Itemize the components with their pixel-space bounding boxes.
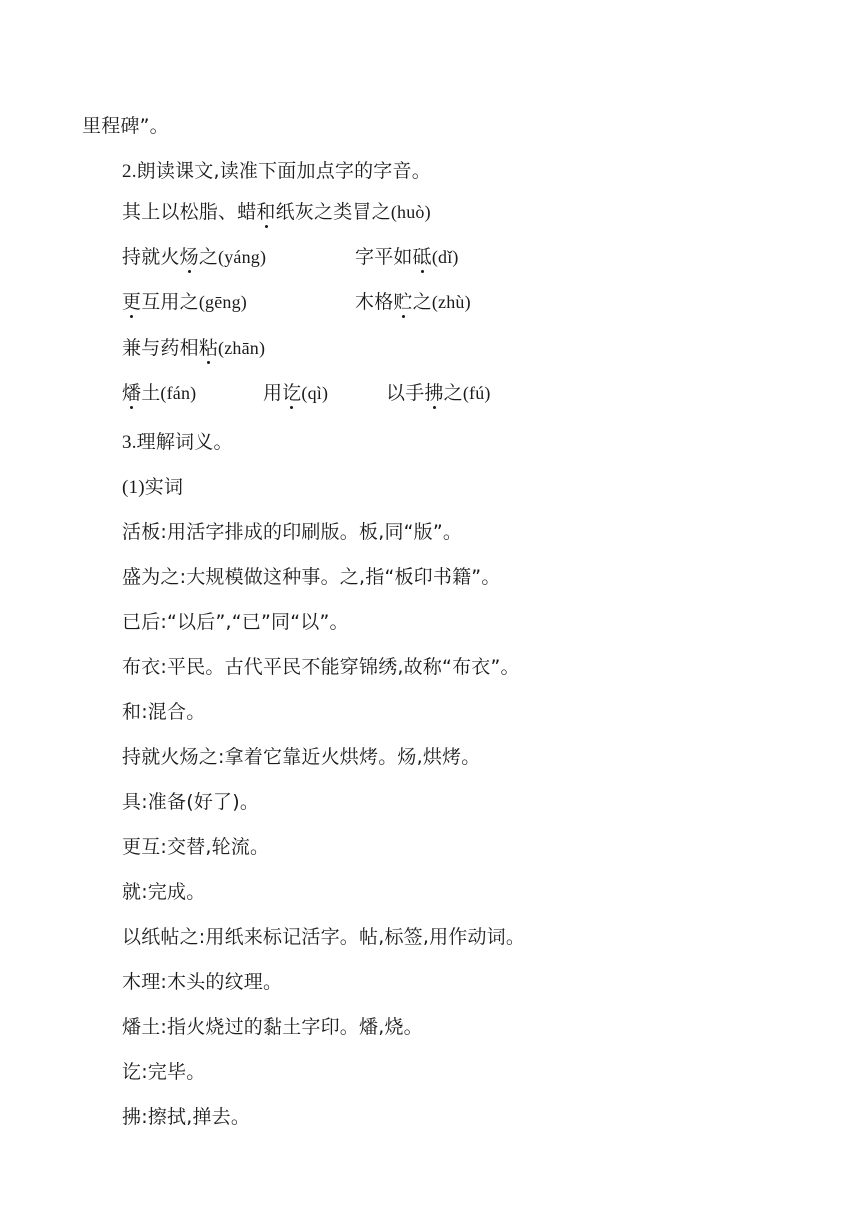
subsection-title: 实词: [144, 476, 184, 498]
definition-line: [122, 700, 205, 724]
definition-line: [122, 925, 525, 949]
definition-text: 盛为之:大规模做这种事。之,指“板印书籍”。: [122, 566, 501, 588]
pronunciation-item: [386, 381, 491, 405]
item-text: 互用之: [141, 291, 199, 313]
definition-text: 以纸帖之:用纸来标记活字。帖,标签,用作动词。: [122, 926, 526, 948]
dotted-char: 砥: [412, 246, 432, 268]
item-text: 木格: [355, 291, 394, 313]
definition-text: 木理:木头的纹理。: [122, 971, 283, 993]
pronunciation-item: [122, 336, 265, 360]
item-text: 用: [263, 382, 283, 404]
definition-line: [122, 520, 462, 544]
definition-text: 活板:用活字排成的印刷版。板,同“版”。: [122, 521, 463, 543]
definition-text: 持就火炀之:拿着它靠近火烘烤。炀,烘烤。: [122, 746, 481, 768]
definition-line: [122, 1015, 423, 1039]
section-number: 3.: [122, 432, 137, 453]
text: 里程碑”。: [82, 115, 169, 137]
subsection-heading: [122, 475, 183, 500]
item-text: 以手: [386, 382, 425, 404]
pronunciation-item: [355, 245, 459, 269]
pinyin: (zhān): [218, 338, 266, 358]
pronunciation-item: [122, 200, 431, 224]
section-title: 朗读课文,读准下面加点字的字音。: [136, 160, 431, 182]
text-line: [82, 114, 169, 138]
dotted-char: 和: [256, 201, 276, 223]
definition-line: [122, 745, 480, 769]
pinyin: (fán): [160, 383, 197, 403]
definition-line: [122, 610, 349, 634]
pinyin: (dǐ): [431, 247, 459, 267]
pinyin: (yáng): [218, 247, 267, 267]
dotted-char: 更: [122, 291, 142, 313]
item-text: 兼与药相: [122, 337, 199, 359]
section-heading: [122, 159, 431, 184]
dotted-char: 贮: [393, 291, 413, 313]
pronunciation-item: [122, 381, 196, 405]
item-text: 之: [443, 382, 463, 404]
item-text: 其上以松脂、蜡: [122, 201, 257, 223]
definition-line: [122, 970, 282, 994]
definition-line: [122, 1105, 250, 1129]
pronunciation-item: [122, 290, 247, 314]
definition-line: [122, 790, 259, 814]
pinyin: (fú): [462, 383, 491, 403]
section-title: 理解词义。: [136, 431, 233, 453]
definition-line: [122, 880, 205, 904]
item-text: 持就火: [122, 246, 180, 268]
definition-line: [122, 565, 501, 589]
definition-text: 就:完成。: [122, 881, 206, 903]
item-text: 字平如: [355, 246, 413, 268]
definition-text: 拂:擦拭,掸去。: [122, 1106, 251, 1128]
dotted-char: 炀: [179, 246, 199, 268]
definition-line: [122, 835, 269, 859]
pronunciation-item: [122, 245, 266, 269]
definition-text: 讫:完毕。: [122, 1061, 206, 1083]
definition-text: 布衣:平民。古代平民不能穿锦绣,故称“布衣”。: [122, 656, 520, 678]
item-text: 之: [198, 246, 219, 268]
definition-line: [122, 655, 520, 679]
definition-text: 和:混合。: [122, 701, 206, 723]
section-heading: [122, 430, 233, 455]
definition-text: 燔土:指火烧过的黏土字印。燔,烧。: [122, 1016, 423, 1038]
definition-text: 已后:“以后”,“已”同“以”。: [122, 611, 349, 633]
pronunciation-item: [355, 290, 471, 314]
pinyin: (gēng): [198, 292, 247, 312]
dotted-char: 拂: [424, 382, 444, 404]
pinyin: (zhù): [431, 292, 471, 312]
dotted-char: 讫: [282, 382, 302, 404]
pronunciation-item: [263, 381, 328, 405]
definition-text: 更互:交替,轮流。: [122, 836, 270, 858]
definition-text: 具:准备(好了)。: [122, 791, 260, 813]
section-number: 2.: [122, 161, 137, 182]
item-text: 纸灰之类冒之: [275, 201, 391, 223]
dotted-char: 粘: [198, 337, 219, 359]
pinyin: (qì): [301, 383, 329, 403]
subsection-number: (1): [122, 477, 145, 498]
pinyin: (huò): [390, 202, 431, 222]
item-text: 之: [412, 291, 432, 313]
item-text: 土: [141, 382, 161, 404]
dotted-char: 燔: [122, 382, 142, 404]
definition-line: [122, 1060, 205, 1084]
